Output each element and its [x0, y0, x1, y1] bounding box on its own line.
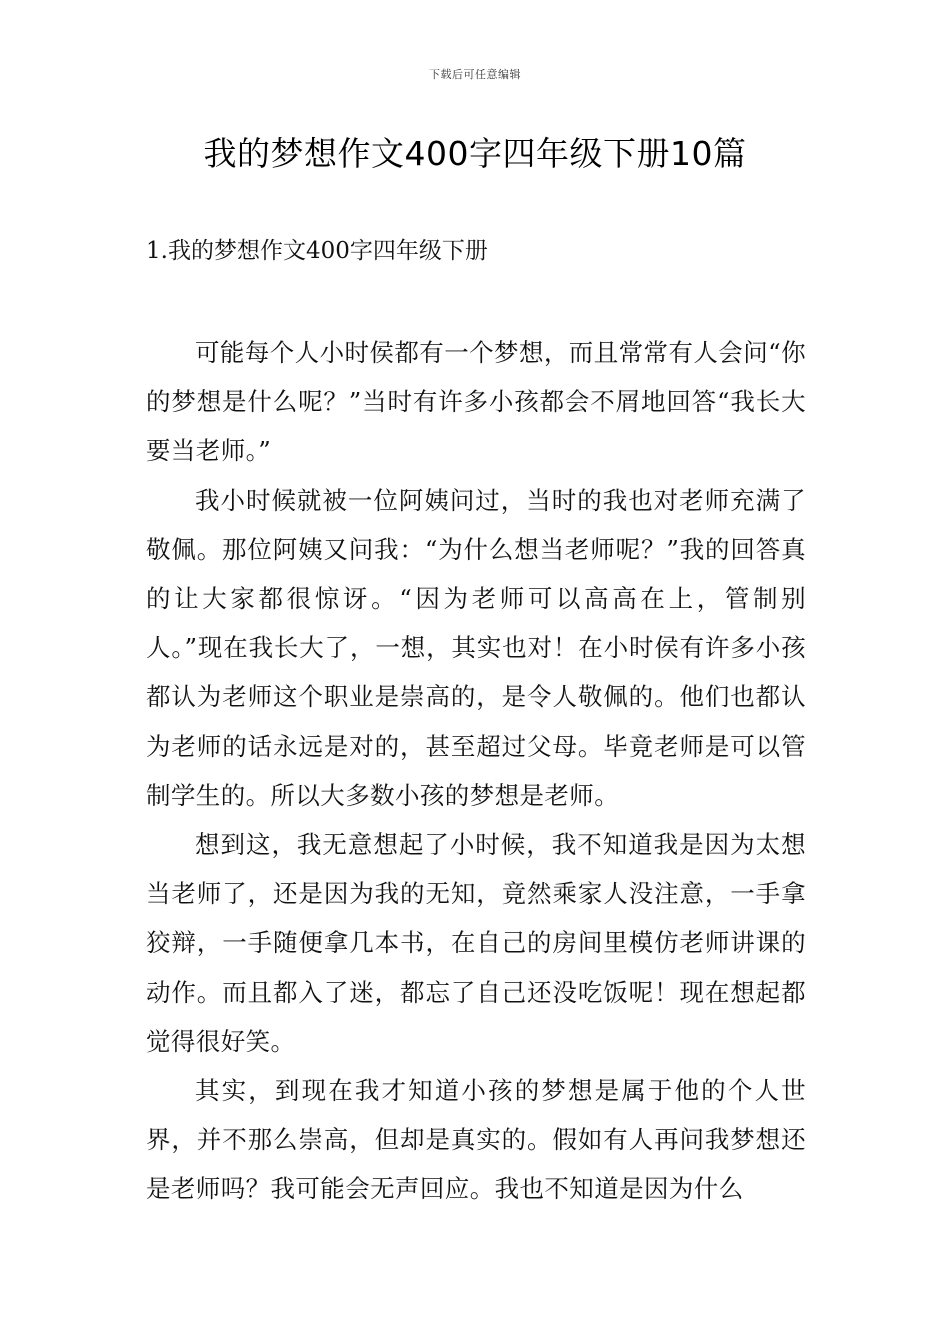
document-title: 我的梦想作文400字四年级下册10篇: [203, 134, 747, 173]
paragraph: 我小时候就被一位阿姨问过，当时的我也对老师充满了敬佩。那位阿姨又问我：“为什么想当老师呢？”我的回答真的让大家都很惊讶。“因为老师可以高高在上，管制别人。”现在我长大了，一想，其实也对！在小时侯有许多小孩都认为老师这个职业是崇高的，是令人敬佩的。他们也都认为老师的话永远是对的，甚至超过父母。毕竟老师是可以管制学生的。所以大多数小孩的梦想是老师。: [146, 485, 806, 810]
paragraph: 想到这，我无意想起了小时候，我不知道我是因为太想当老师了，还是因为我的无知，竟然乘家人没注意，一手拿狡辩，一手随便拿几本书，在自己的房间里模仿老师讲课的动作。而且都入了迷，都忘了自己还没吃饭呢！现在想起都觉得很好笑。: [146, 830, 806, 1056]
header-note: 下载后可任意编辑: [429, 68, 521, 81]
paragraph: 可能每个人小时侯都有一个梦想，而且常常有人会问“你的梦想是什么呢？”当时有许多小孩都会不屑地回答“我长大要当老师。”: [146, 338, 806, 466]
paragraph: 其实，到现在我才知道小孩的梦想是属于他的个人世界，并不那么崇高，但却是真实的。假如有人再问我梦想还是老师吗？我可能会无声回应。我也不知道是因为什么: [146, 1076, 806, 1204]
essay-body: [146, 328, 806, 1214]
section-heading: 1.我的梦想作文400字四年级下册: [146, 238, 488, 264]
